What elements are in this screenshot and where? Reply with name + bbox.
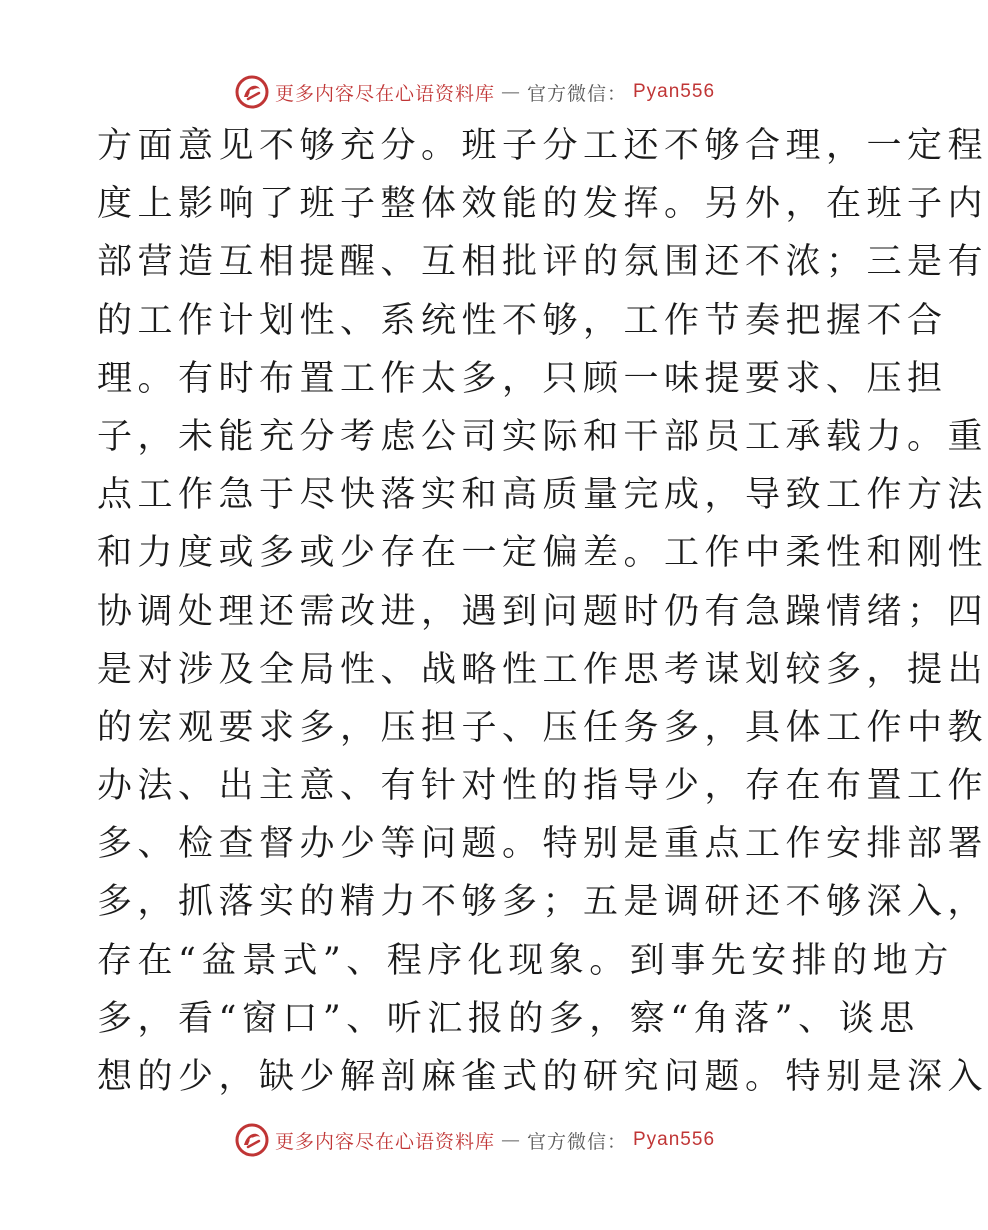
banner-main-text: 更多内容尽在心语资料库 xyxy=(274,82,495,105)
footer-banner xyxy=(0,1120,950,1160)
body-line-2: 度上影响了班子整体效能的发挥。另外，在班子内 xyxy=(97,184,988,225)
body-line-5: 理。有时布置工作太多，只顾一味提要求、压担 xyxy=(97,358,948,399)
body-line-3: 部营造互相提醒、互相批评的氛围还不浓；三是有 xyxy=(97,242,988,283)
body-line-8: 和力度或多或少存在一定偏差。工作中柔性和刚性 xyxy=(97,533,988,574)
banner-wechat-label: 官方微信： xyxy=(526,1130,627,1153)
body-line-15: 存在“盆景式”、程序化现象。到事先安排的地方 xyxy=(97,940,954,981)
banner-separator: — xyxy=(500,81,521,103)
logo-icon xyxy=(235,75,269,109)
body-line-10: 是对涉及全局性、战略性工作思考谋划较多，提出 xyxy=(97,649,988,690)
body-line-14: 多，抓落实的精力不够多；五是调研还不够深入， xyxy=(97,882,988,923)
body-line-9: 协调处理还需改进，遇到问题时仍有急躁情绪；四 xyxy=(97,591,988,632)
body-line-1: 方面意见不够充分。班子分工还不够合理，一定程 xyxy=(97,126,988,166)
body-line-6: 子，未能充分考虑公司实际和干部员工承载力。重 xyxy=(97,416,988,457)
body-line-16: 多，看“窗口”、听汇报的多，察“角落”、谈思 xyxy=(97,998,920,1039)
body-line-13: 多、检查督办少等问题。特别是重点工作安排部署 xyxy=(97,824,988,865)
banner-wechat-label: 官方微信： xyxy=(526,82,627,105)
banner-main-text: 更多内容尽在心语资料库 xyxy=(274,1130,495,1153)
banner-wechat-id: Pyan556 xyxy=(633,81,716,102)
body-line-11: 的宏观要求多，压担子、压任务多，具体工作中教 xyxy=(97,707,988,748)
banner-wechat-id: Pyan556 xyxy=(633,1129,716,1150)
logo-icon xyxy=(235,1123,269,1157)
body-line-12: 办法、出主意、有针对性的指导少，存在布置工作 xyxy=(97,766,988,807)
body-line-7: 点工作急于尽快落实和高质量完成，导致工作方法 xyxy=(97,475,988,516)
header-banner xyxy=(0,72,950,112)
document-body xyxy=(97,117,988,1106)
banner-separator: — xyxy=(500,1129,521,1151)
body-line-4: 的工作计划性、系统性不够，工作节奏把握不合 xyxy=(97,300,948,341)
body-line-17: 想的少，缺少解剖麻雀式的研究问题。特别是深入 xyxy=(97,1057,988,1097)
